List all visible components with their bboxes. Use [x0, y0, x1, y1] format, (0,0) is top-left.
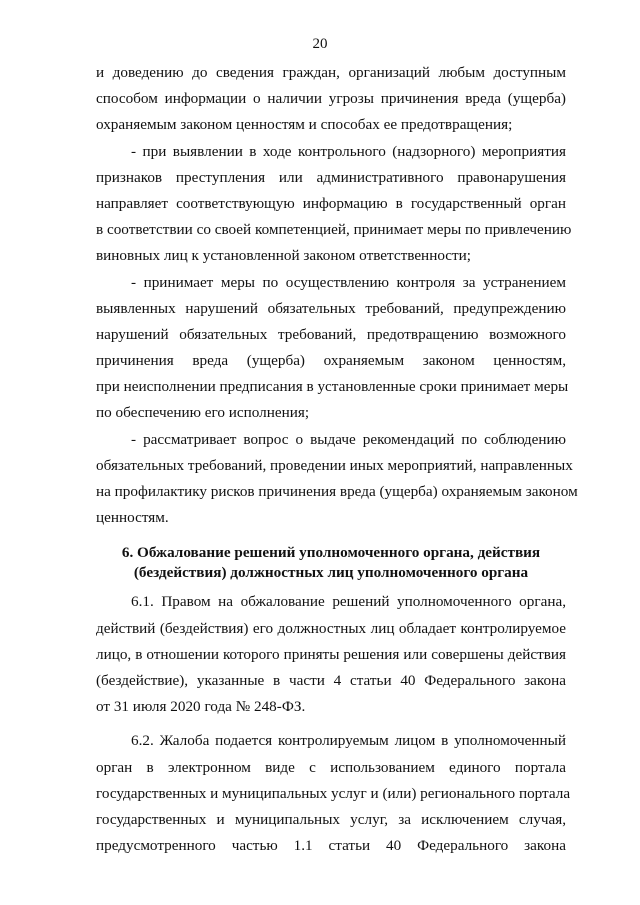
- text-line: причинения вреда (ущерба) охраняемым законом ценностям,: [96, 352, 566, 370]
- section-heading-line: 6. Обжалование решений уполномоченного органа, действия: [121, 544, 541, 562]
- paragraph-6-1: [96, 589, 566, 720]
- text-line: в соответствии со своей компетенцией, принимает меры по привлечению: [96, 221, 572, 239]
- page-number: 20: [312, 36, 328, 52]
- spacer: [96, 531, 566, 543]
- spacer: [96, 720, 566, 728]
- text-line: орган в электронном виде с использованием единого портала: [96, 758, 566, 776]
- paragraph-continuation: [96, 60, 566, 139]
- text-line: признаков преступления или административного правонарушения: [96, 168, 566, 186]
- text-line: ценностям.: [96, 509, 169, 527]
- text-line: предусмотренного частью 1.1 статьи 40 Федерального закона: [96, 837, 566, 855]
- text-line: государственных и муниципальных услуг и (или) регионального портала: [96, 784, 571, 802]
- text-line: обязательных требований, проведении иных мероприятий, направленных: [96, 456, 573, 474]
- text-line: лицо, в отношении которого приняты решения или совершены действия: [96, 645, 566, 663]
- text-line: виновных лиц к установленной законом ответственности;: [96, 247, 472, 265]
- text-line: 6.1. Правом на обжалование решений уполномоченного органа,: [131, 593, 566, 611]
- text-line: - при выявлении в ходе контрольного (надзорного) мероприятия: [131, 142, 566, 160]
- text-line: охраняемым законом ценностям и способах ее предотвращения;: [96, 116, 513, 134]
- document-body: [96, 60, 578, 859]
- text-line: - рассматривает вопрос о выдаче рекомендаций по соблюдению: [131, 430, 566, 448]
- text-line: способом информации о наличии угрозы причинения вреда (ущерба): [96, 90, 566, 108]
- section-heading-line: (бездействия) должностных лиц уполномоченного органа: [133, 564, 529, 582]
- text-line: по обеспечению его исполнения;: [96, 404, 310, 422]
- text-line: - принимает меры по осуществлению контроля за устранением: [131, 273, 566, 291]
- section-heading: [96, 543, 566, 583]
- text-line: государственных и муниципальных услуг, за исключением случая,: [96, 810, 566, 828]
- paragraph-6-2: [96, 728, 571, 859]
- paragraph-recommendations: [96, 427, 578, 532]
- text-line: на профилактику рисков причинения вреда (ущерба) охраняемым законом: [96, 483, 578, 500]
- text-line: действий (бездействия) его должностных лиц обладает контролируемое: [96, 619, 566, 637]
- text-line: выявленных нарушений обязательных требований, предупреждению: [96, 299, 566, 317]
- text-line: нарушений обязательных требований, предотвращению возможного: [96, 325, 566, 343]
- text-line: 6.2. Жалоба подается контролируемым лицом в уполномоченный: [131, 732, 566, 750]
- paragraph-violation-detection: [96, 139, 572, 270]
- paragraph-control-measures: [96, 270, 569, 427]
- text-line: и доведению до сведения граждан, организаций любым доступным: [96, 64, 566, 81]
- text-line: (бездействие), указанные в части 4 статьи 40 Федерального закона: [96, 671, 566, 689]
- text-line: направляет соответствующую информацию в государственный орган: [96, 194, 566, 212]
- text-line: от 31 июля 2020 года № 248-ФЗ.: [96, 698, 306, 716]
- text-line: при неисполнении предписания в установленные сроки принимает меры: [96, 378, 569, 396]
